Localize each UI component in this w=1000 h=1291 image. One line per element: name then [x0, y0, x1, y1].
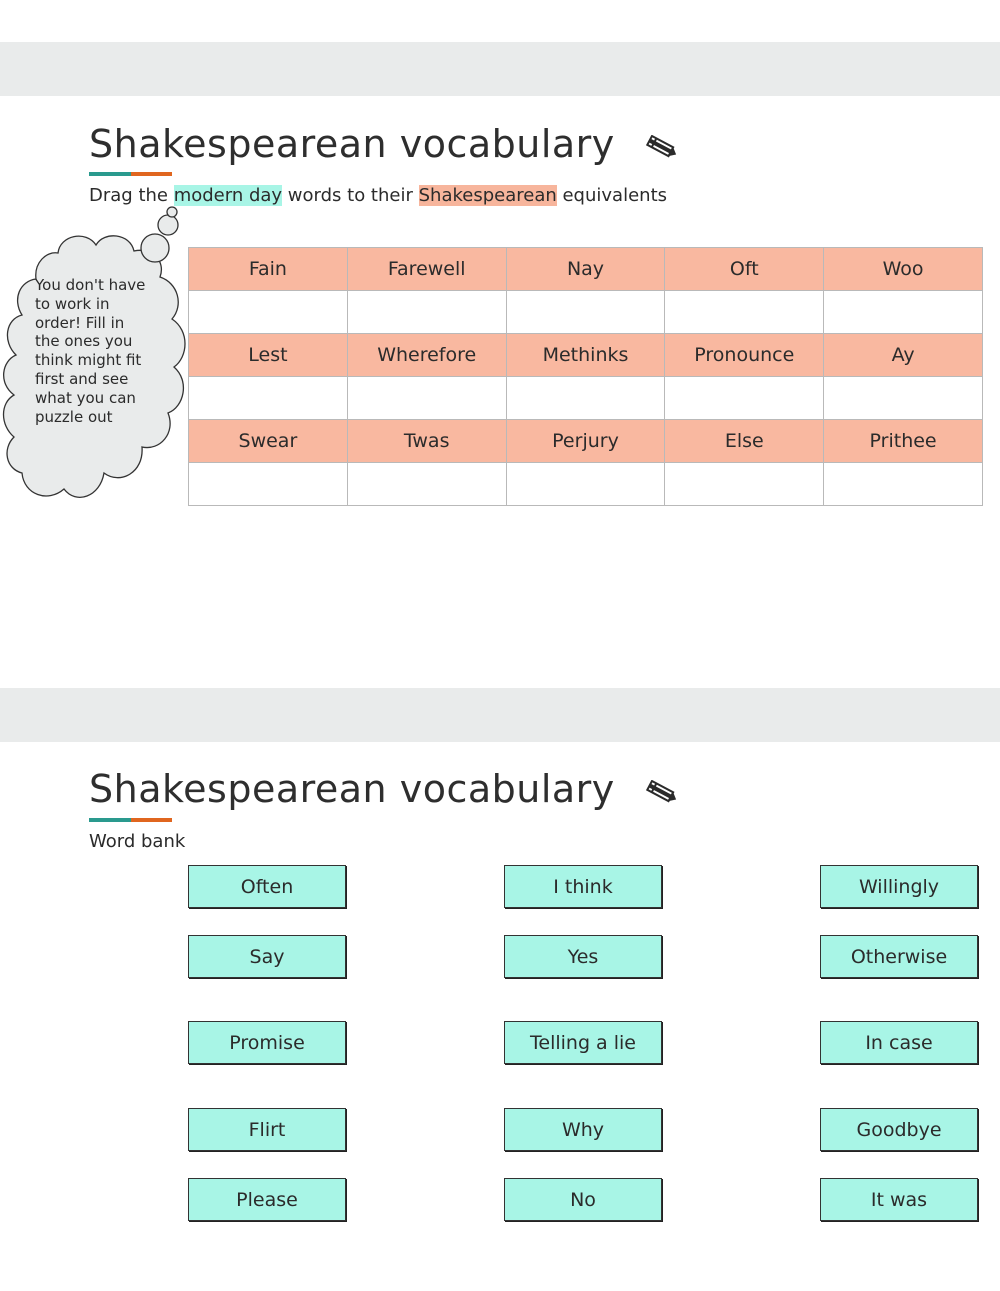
- top-band: [0, 42, 1000, 96]
- drop-zone[interactable]: [665, 463, 824, 506]
- drop-zone[interactable]: [824, 291, 983, 334]
- thought-bubble-text: You don't have to work in order! Fill in the ones you think might fit first and see what you can puzzle out: [35, 276, 146, 426]
- word-chip[interactable]: No: [504, 1178, 662, 1221]
- drop-zone[interactable]: [665, 377, 824, 420]
- highlight-shakespearean: Shakespearean: [418, 185, 557, 206]
- drop-zone[interactable]: [189, 377, 348, 420]
- grid-word-cell: Nay: [506, 248, 665, 291]
- word-bank-label: Word bank: [89, 831, 186, 852]
- word-chip[interactable]: Please: [188, 1178, 346, 1221]
- grid-word-cell: Woo: [824, 248, 983, 291]
- grid-word-cell: Oft: [665, 248, 824, 291]
- grid-word-row: [189, 248, 983, 291]
- page-title: [89, 122, 679, 166]
- grid-word-cell: Fain: [189, 248, 348, 291]
- drop-zone[interactable]: [506, 291, 665, 334]
- title-underline-orange: [131, 818, 172, 822]
- word-chip[interactable]: Telling a lie: [504, 1021, 662, 1064]
- word-chip[interactable]: Yes: [504, 935, 662, 978]
- grid-word-cell: Else: [665, 420, 824, 463]
- grid-word-cell: Wherefore: [347, 334, 506, 377]
- word-chip[interactable]: Otherwise: [820, 935, 978, 978]
- drop-zone[interactable]: [347, 291, 506, 334]
- drop-zone[interactable]: [347, 463, 506, 506]
- drop-zone[interactable]: [824, 377, 983, 420]
- drop-zone[interactable]: [506, 377, 665, 420]
- grid-word-cell: Pronounce: [665, 334, 824, 377]
- second-band: [0, 688, 1000, 742]
- grid-drop-row: [189, 463, 983, 506]
- page-title-text: Shakespearean vocabulary: [89, 122, 615, 166]
- page-title-2: [89, 767, 679, 811]
- word-chip[interactable]: Promise: [188, 1021, 346, 1064]
- drop-zone[interactable]: [506, 463, 665, 506]
- grid-drop-row: [189, 291, 983, 334]
- vocab-grid: [188, 247, 983, 506]
- word-chip[interactable]: Often: [188, 865, 346, 908]
- word-chip[interactable]: Goodbye: [820, 1108, 978, 1151]
- word-chip[interactable]: Willingly: [820, 865, 978, 908]
- grid-word-row: [189, 420, 983, 463]
- title-underline-orange: [131, 172, 172, 176]
- grid-word-cell: Twas: [347, 420, 506, 463]
- pencil-icon: [645, 780, 679, 804]
- word-chip[interactable]: It was: [820, 1178, 978, 1221]
- highlight-modern-day: modern day: [173, 185, 283, 206]
- title-underline-teal: [89, 172, 131, 176]
- grid-word-cell: Lest: [189, 334, 348, 377]
- word-chip[interactable]: Say: [188, 935, 346, 978]
- grid-word-cell: Methinks: [506, 334, 665, 377]
- grid-word-cell: Swear: [189, 420, 348, 463]
- instruction-text: Drag the modern day words to their Shakespearean equivalents: [89, 185, 667, 206]
- grid-drop-row: [189, 377, 983, 420]
- word-chip[interactable]: Why: [504, 1108, 662, 1151]
- drop-zone[interactable]: [347, 377, 506, 420]
- drop-zone[interactable]: [189, 463, 348, 506]
- drop-zone[interactable]: [189, 291, 348, 334]
- drop-zone[interactable]: [665, 291, 824, 334]
- grid-word-cell: Perjury: [506, 420, 665, 463]
- word-chip[interactable]: Flirt: [188, 1108, 346, 1151]
- grid-word-cell: Prithee: [824, 420, 983, 463]
- grid-word-cell: Farewell: [347, 248, 506, 291]
- word-chip[interactable]: I think: [504, 865, 662, 908]
- pencil-icon: [645, 135, 679, 159]
- grid-word-cell: Ay: [824, 334, 983, 377]
- word-chip[interactable]: In case: [820, 1021, 978, 1064]
- grid-word-row: [189, 334, 983, 377]
- title-underline-teal: [89, 818, 131, 822]
- page-title-2-text: Shakespearean vocabulary: [89, 767, 615, 811]
- drop-zone[interactable]: [824, 463, 983, 506]
